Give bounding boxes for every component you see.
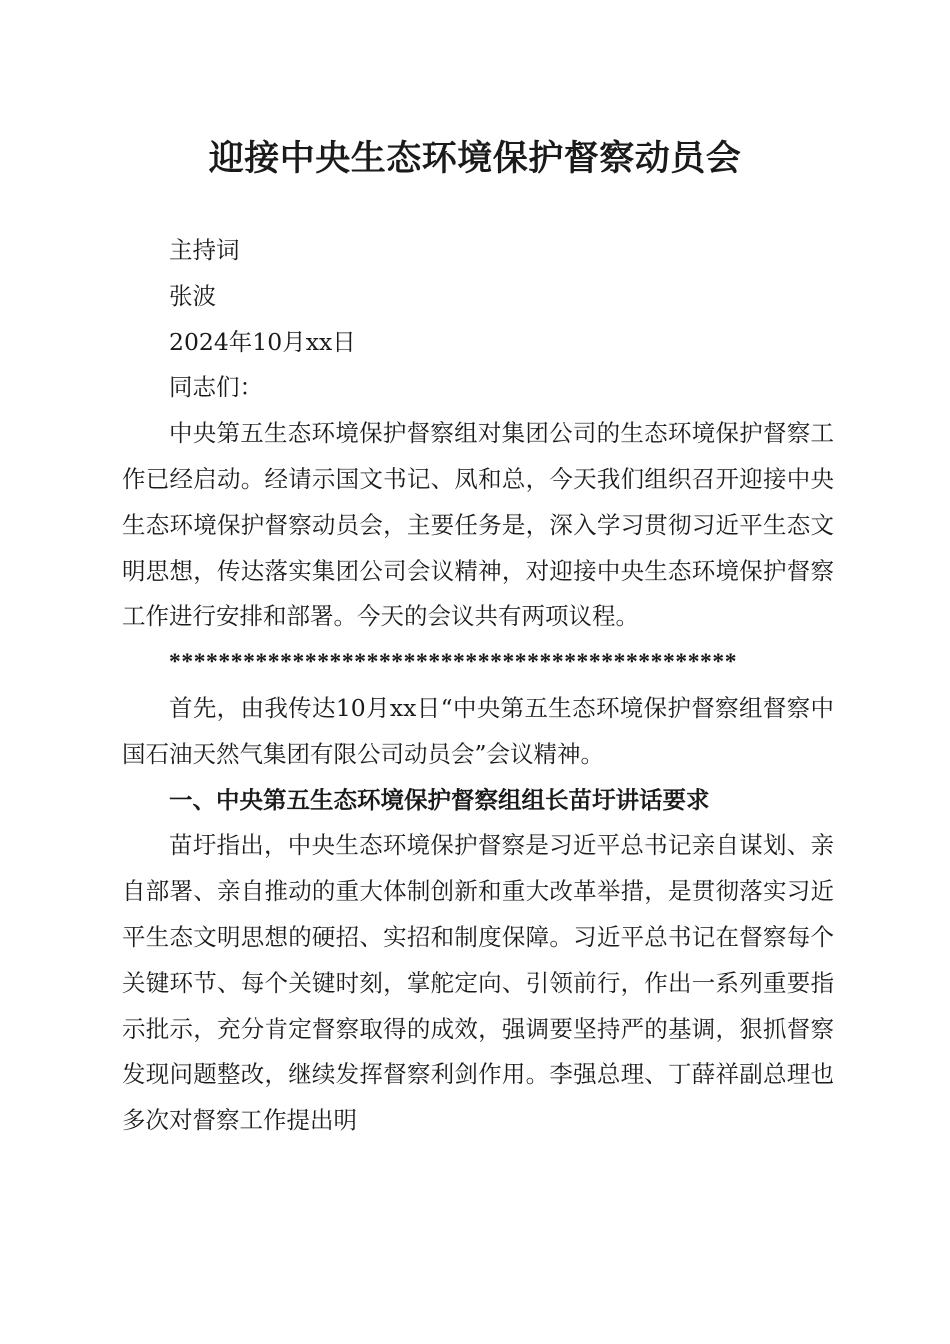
document-type-label: 主持词 (169, 236, 240, 264)
document-title: 迎接中央生态环境保护督察动员会 (208, 138, 742, 179)
separator-line: ********************************************** (169, 649, 738, 676)
document-date: 2024年10月xx日 (169, 327, 356, 356)
author-name: 张波 (169, 281, 216, 310)
first-item-paragraph: 首先，由我传达10月xx日“中央第五生态环境保护督察组督察中国石油天然气集团有限公司动员会”会议精神。 (122, 693, 834, 768)
intro-paragraph: 中央第五生态环境保护督察组对集团公司的生态环境保护督察工作已经启动。经请示国文书记、凤和总，今天我们组织召开迎接中央生态环境保护督察动员会，主要任务是，深入学习贯彻习近平生态文明思想，传达落实集团公司会议精神，对迎接中央生态环境保护督察工作进行安排和部署。今天的会议共有两项议程。 (122, 419, 834, 631)
section-paragraph: 苗圩指出，中央生态环境保护督察是习近平总书记亲自谋划、亲自部署、亲自推动的重大体制创新和重大改革举措，是贯彻落实习近平生态文明思想的硬招、实招和制度保障。习近平总书记在督察每个关键环节、每个关键时刻，掌舵定向、引领前行，作出一系列重要指示批示，充分肯定督察取得的成效，强调要坚持严的基调，狠抓督察发现问题整改，继续发挥督察利剑作用。李强总理、丁薛祥副总理也多次对督察工作提出明 (122, 831, 834, 1135)
salutation: 同志们： (169, 373, 263, 402)
section-heading: 一、中央第五生态环境保护督察组组长苗圩讲话要求 (169, 785, 710, 814)
document-body (122, 228, 834, 1144)
